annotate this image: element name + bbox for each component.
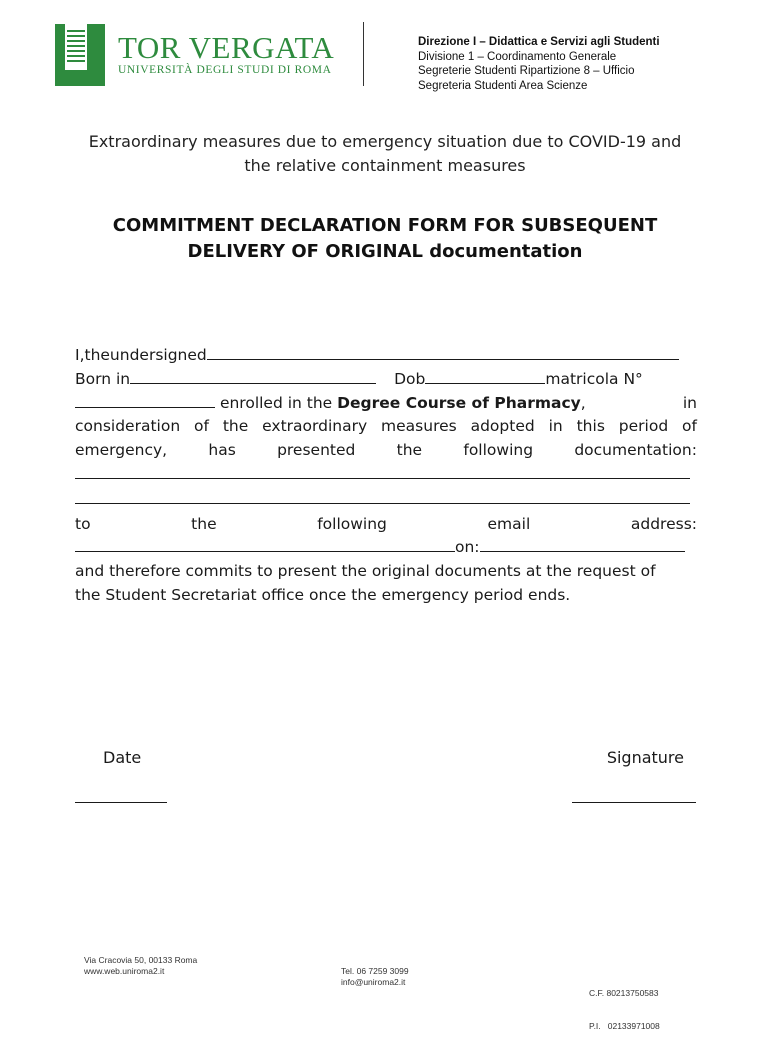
born-label: Born in <box>75 369 131 388</box>
department-line-1: Direzione I – Didattica e Servizi agli Studenti <box>418 36 660 48</box>
word: to <box>75 514 91 533</box>
word: extraordinary <box>262 417 368 436</box>
footer-email: info@uniroma2.it <box>341 977 406 987</box>
word: presented <box>277 441 356 460</box>
on-label: on: <box>455 538 480 557</box>
title-line-2: DELIVERY OF ORIGINAL documentation <box>187 241 583 262</box>
enrolled-text: enrolled in the <box>219 393 333 412</box>
header-divider <box>363 22 364 86</box>
word: of <box>682 417 697 436</box>
undersigned-line <box>75 344 697 368</box>
signature-field[interactable] <box>572 802 696 803</box>
word: measures <box>381 417 457 436</box>
commit-line-2: the Student Secretariat office once the emergency period ends. <box>75 585 571 604</box>
word: period <box>618 417 669 436</box>
department-block <box>418 35 660 93</box>
department-line-4: Segreteria Studenti Area Scienze <box>418 79 588 92</box>
word: consideration <box>75 417 181 436</box>
enrolled-line: enrolled in the Degree Course of Pharmacy, in <box>75 392 697 416</box>
word: email <box>487 514 531 533</box>
date-label: Date <box>103 748 142 767</box>
footer-website: www.web.uniroma2.it <box>84 966 165 976</box>
date-sent-field[interactable] <box>480 536 685 552</box>
word: the <box>191 514 217 533</box>
signature-label: Signature <box>606 748 684 767</box>
word: of <box>194 417 209 436</box>
matricola-field[interactable] <box>75 392 215 408</box>
footer-tax-block <box>589 966 660 1043</box>
footer-pi: P.I. 02133971008 <box>589 1021 660 1031</box>
birthplace-field[interactable] <box>130 368 376 384</box>
date-field[interactable] <box>75 802 167 803</box>
subtitle-line-2: the relative containment measures <box>244 156 526 175</box>
word: emergency, <box>75 441 168 460</box>
word: in <box>548 417 563 436</box>
word: has <box>208 441 236 460</box>
declaration-body <box>75 344 697 608</box>
word: following <box>317 514 387 533</box>
dob-field[interactable] <box>425 368 545 384</box>
commit-line-1: and therefore commits to present the original documents at the request of <box>75 562 656 581</box>
footer-contact-block <box>341 966 409 988</box>
course-name: Degree Course of Pharmacy <box>337 393 581 412</box>
documentation-field-2[interactable] <box>75 488 690 504</box>
in-word: in <box>682 393 697 412</box>
word: adopted <box>470 417 535 436</box>
document-title <box>40 213 730 265</box>
consideration-line <box>75 415 697 439</box>
subtitle-line-1: Extraordinary measures due to emergency situation due to COVID-19 and <box>88 132 682 151</box>
footer-address: Via Cracovia 50, 00133 Roma <box>84 955 198 965</box>
university-subtitle: UNIVERSITÀ DEGLI STUDI DI ROMA <box>118 64 332 76</box>
dob-label: Dob <box>394 369 426 388</box>
emergency-line <box>75 439 697 463</box>
undersigned-name-field[interactable] <box>207 344 679 360</box>
word: this <box>576 417 605 436</box>
footer-tel: Tel. 06 7259 3099 <box>341 966 409 976</box>
word: the <box>222 417 249 436</box>
department-line-2: Divisione 1 – Coordinamento Generale <box>418 50 617 63</box>
footer-address-block <box>84 955 197 977</box>
department-line-3: Segreterie Studenti Ripartizione 8 – Ufficio <box>418 65 635 77</box>
word: address: <box>630 514 697 533</box>
word: the <box>396 441 423 460</box>
title-line-1: COMMITMENT DECLARATION FORM FOR SUBSEQUENT <box>112 215 658 236</box>
birth-line <box>75 368 697 392</box>
matricola-label: matricola N° <box>545 369 643 388</box>
tor-vergata-emblem-icon <box>55 24 105 86</box>
email-on-line <box>75 536 697 560</box>
document-subtitle <box>40 130 730 178</box>
university-name: TOR VERGATA <box>118 30 335 65</box>
email-address-field[interactable] <box>75 536 455 552</box>
email-line <box>75 513 697 537</box>
undersigned-label: I,theundersigned <box>75 346 207 364</box>
word: following <box>463 441 534 460</box>
documentation-field-1[interactable] <box>75 463 690 479</box>
word: documentation: <box>574 441 697 460</box>
footer-cf: C.F. 80213750583 <box>589 988 659 998</box>
